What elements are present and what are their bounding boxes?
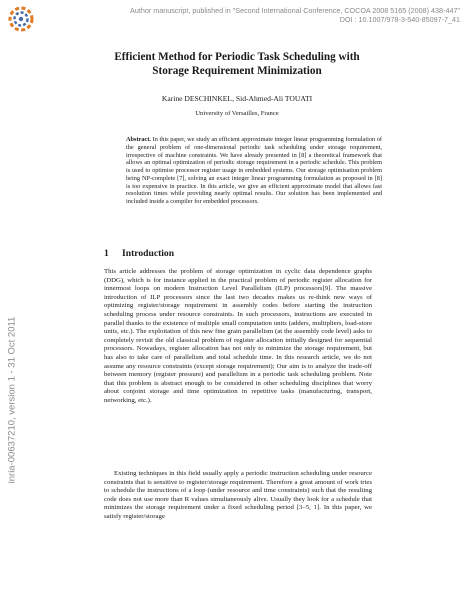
section-number: 1 (104, 248, 109, 259)
title-line2: Storage Requirement Minimization (152, 65, 322, 77)
side-identifier-text: inria-00637210, version 1 - 31 Oct 2011 (6, 316, 18, 484)
section-title: Introduction (122, 248, 175, 259)
publication-note (130, 6, 460, 24)
section-heading (104, 248, 174, 259)
paragraph: Existing techniques in this field usually apply a periodic instruction scheduling under resource constraints that is sensitive to register/storage requirement. Therefore a great amount of work tries to schedule the instructions of a loop (under resource and time constraints) such that the resulting code does not use more than R values simultaneously alive. Usually they look for a schedule that minimizes the storage requirement under a fixed scheduling period [3–5, 1]. In this paper, we satisfy register/storage (104, 470, 372, 520)
side-identifier (3, 210, 21, 590)
publication-note-line1: Author manuscript, published in "Second International Conference, COCOA 2008 5165 (2008) 438-447" (130, 6, 460, 15)
abstract-label: Abstract. (126, 136, 152, 143)
doi-line: DOI : 10.1007/978-3-540-85097-7_41 (339, 15, 460, 24)
abstract-text: In this paper, we study an efficient approximate integer linear programming formulation of the general problem of one-dimensional periodic task scheduling under storage requirement, irrespective of machine constraints. We have already presented in [8] a theoretical framework that allows an optimal optimization of periodic storage requirement in a periodic schedule. This problem is used to optimise processor register usage in embedded systems. Our storage optimisation problem being NP-complete [7], solving an exact integer linear programming formulation as proposed in [8] is too expensive in practice. In this article, we give an efficient approximate model that allows fast resolution times while providing nearly optimal results. Our solution has been implemented and included inside a compiler for embedded processors. (126, 136, 383, 205)
paragraph: This article addresses the problem of storage optimization in cyclic data dependence graphs (DDG), which is for instance applied in the practical problem of periodic register allocation for innermost loops on modern Instruction Level Parallelism (ILP) processors[9]. The massive introduction of ILP processors since the last two decades makes us re-think new ways of optimizing register/storage requirement in assembly codes before starting the instruction scheduling process under resource constraints. In such processors, instructions are executed in parallel thanks to the existence of multiple small computation units (adders, multipliers, load-store units, etc.). The exploitation of this new fine grain parallelism (at the assembly code level) asks to completely revisit the old classical problem of register allocation initially designed for sequential processors. Nowadays, register allocation has not only to minimize the storage requirement, but has also to take care of parallelism and total schedule time. In this research article, we do not assume any resource constraints (except storage requirement); Our aim is to analyze the trade-off between memory (register pressure) and parallelism in a periodic task scheduling problem. Note that this problem is abstract enough to be considered in other scheduling disciplines that worry about conjoint storage and time optimization in repetitive tasks (manufacturing, transport, networking, etc.). (104, 268, 372, 404)
authors: Karine DESCHINKEL, Sid-Ahmed-Ali TOUATI (161, 94, 313, 103)
hal-logo-icon (8, 6, 34, 32)
affiliation: University of Versailles, France (195, 110, 279, 117)
paper-title (60, 50, 414, 78)
title-line1: Efficient Method for Periodic Task Scheduling with (114, 51, 360, 63)
abstract (126, 136, 382, 206)
